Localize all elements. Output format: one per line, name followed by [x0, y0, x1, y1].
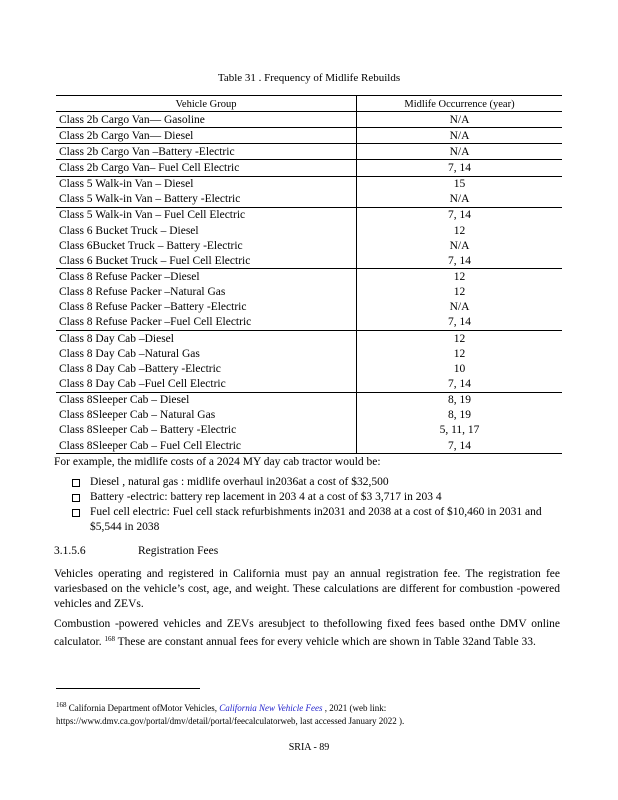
vehicle-group-cell: Class 6 Bucket Truck – Fuel Cell Electric [56, 253, 357, 269]
footnote-link[interactable]: California New Vehicle Fees [219, 703, 323, 713]
table-row [56, 392, 562, 408]
table-row [56, 160, 562, 176]
midlife-occurrence-cell: 5, 11, 17 [439, 424, 480, 437]
section-number: 3.1.5.6 [54, 545, 86, 557]
midlife-occurrence-cell: N/A [449, 301, 470, 314]
table-row [56, 346, 562, 361]
table-row [56, 423, 562, 438]
table-row [56, 207, 562, 223]
page-number: SRIA - 89 [288, 742, 330, 753]
midlife-occurrence-cell: N/A [357, 144, 563, 160]
table-row [56, 144, 562, 160]
cost-bullet-list [54, 475, 560, 535]
midlife-occurrence-cell: 8, 19 [448, 409, 471, 422]
vehicle-group-cell: Class 8Sleeper Cab – Natural Gas [56, 408, 357, 423]
midlife-occurrence-cell: 7, 14 [357, 376, 563, 392]
square-bullet-icon [72, 479, 80, 487]
bullet-text: Battery -electric: battery rep lacement in 203 4 at a cost of $3 3,717 in 203 4 [90, 491, 442, 503]
table-row [56, 408, 562, 423]
table-row [56, 438, 562, 454]
midlife-occurrence-cell: 12 [453, 286, 466, 299]
table-row [56, 192, 562, 208]
midlife-rebuilds-table [56, 95, 562, 454]
midlife-occurrence-cell: N/A [357, 112, 563, 128]
bullet-text: Fuel cell electric: Fuel cell stack refurbishments in2031 and 2038 at a cost of $10,460 in 2031 and $5,544 in 2038 [90, 506, 542, 533]
vehicle-group-cell: Class 5 Walk-in Van – Diesel [56, 176, 357, 192]
midlife-occurrence-cell: N/A [357, 128, 563, 144]
vehicle-group-cell: Class 8 Refuse Packer –Fuel Cell Electric [56, 315, 357, 331]
vehicle-group-cell: Class 8Sleeper Cab – Battery -Electric [56, 423, 357, 438]
column-header-midlife-occurrence: Midlife Occurrence (year) [357, 96, 563, 112]
table-row [56, 238, 562, 253]
table-row [56, 112, 562, 128]
midlife-occurrence-cell: 12 [453, 332, 466, 345]
bullet-battery-electric [54, 490, 560, 505]
midlife-occurrence-cell: 15 [453, 178, 466, 191]
table-row [56, 285, 562, 300]
vehicle-group-cell: Class 8Sleeper Cab – Fuel Cell Electric [56, 438, 357, 454]
table-row [56, 128, 562, 144]
square-bullet-icon [72, 509, 80, 517]
vehicle-group-cell: Class 8 Refuse Packer –Diesel [56, 269, 357, 285]
example-intro-text: For example, the midlife costs of a 2024 MY day cab tractor would be: [54, 456, 381, 468]
vehicle-group-cell: Class 8 Day Cab –Battery -Electric [56, 361, 357, 376]
table-row [56, 315, 562, 331]
footnote [56, 699, 562, 728]
vehicle-group-cell: Class 8Sleeper Cab – Diesel [56, 392, 357, 408]
table-header-row [56, 96, 562, 112]
vehicle-group-cell: Class 5 Walk-in Van – Fuel Cell Electric [56, 207, 357, 223]
table-row [56, 223, 562, 238]
registration-paragraph: Vehicles operating and registered in California must pay an annual registration fee. The registration fee variesbased on the vehicle’s cost, age, and weight. These calculations are different for combustion -powered vehicles and ZEVs. [54, 568, 560, 610]
vehicle-group-cell: Class 2b Cargo Van— Diesel [56, 128, 357, 144]
paragraph-text-part2: These are constant annual fees for every vehicle which are shown in Table 32and Table 33. [114, 636, 536, 648]
vehicle-group-cell: Class 6 Bucket Truck – Diesel [56, 223, 357, 238]
midlife-occurrence-cell: 8, 19 [448, 394, 471, 407]
midlife-occurrence-cell: 12 [453, 270, 466, 283]
midlife-occurrence-cell: 12 [453, 347, 466, 360]
footnote-number: 168 [56, 701, 67, 709]
table-row [56, 176, 562, 192]
bullet-fuel-cell-electric [54, 505, 560, 535]
midlife-occurrence-cell: 7, 14 [357, 315, 563, 331]
midlife-occurrence-cell: N/A [357, 192, 563, 208]
section-title: Registration Fees [138, 545, 219, 557]
table-row [56, 361, 562, 376]
vehicle-group-cell: Class 2b Cargo Van— Gasoline [56, 112, 357, 128]
vehicle-group-cell: Class 5 Walk-in Van – Battery -Electric [56, 192, 357, 208]
table-row [56, 376, 562, 392]
midlife-occurrence-cell: N/A [449, 239, 470, 252]
table-row [56, 269, 562, 285]
vehicle-group-cell: Class 2b Cargo Van –Battery -Electric [56, 144, 357, 160]
vehicle-group-cell: Class 2b Cargo Van– Fuel Cell Electric [56, 160, 357, 176]
table-caption: Table 31 . Frequency of Midlife Rebuilds [217, 72, 401, 84]
midlife-occurrence-cell: 7, 14 [448, 209, 471, 222]
footnote-prefix: California Department ofMotor Vehicles, [66, 703, 220, 713]
vehicle-group-cell: Class 8 Refuse Packer –Natural Gas [56, 285, 357, 300]
midlife-occurrence-cell: 7, 14 [357, 438, 563, 454]
footnote-suffix: , 2021 (web link: https://www.dmv.ca.gov/portal/dmv/detail/portal/feecalculatorweb, last accessed January 2022 ). [56, 703, 405, 726]
bullet-text: Diesel , natural gas : midlife overhaul in2036at a cost of $32,500 [90, 476, 389, 488]
midlife-occurrence-cell: 7, 14 [357, 160, 563, 176]
column-header-vehicle-group: Vehicle Group [56, 96, 357, 112]
fixed-fees-paragraph [54, 617, 560, 650]
section-heading [54, 545, 218, 557]
vehicle-group-cell: Class 6Bucket Truck – Battery -Electric [56, 238, 357, 253]
vehicle-group-cell: Class 8 Day Cab –Diesel [56, 330, 357, 346]
table-body [56, 112, 562, 454]
table-row [56, 330, 562, 346]
midlife-occurrence-cell: 10 [453, 362, 466, 375]
vehicle-group-cell: Class 8 Refuse Packer –Battery -Electric [56, 300, 357, 315]
table-row [56, 253, 562, 269]
bullet-diesel-natural-gas [54, 475, 560, 490]
midlife-occurrence-cell: 7, 14 [357, 253, 563, 269]
vehicle-group-cell: Class 8 Day Cab –Fuel Cell Electric [56, 376, 357, 392]
vehicle-group-cell: Class 8 Day Cab –Natural Gas [56, 346, 357, 361]
footnote-reference[interactable]: 168 [104, 635, 115, 643]
midlife-occurrence-cell: 12 [453, 224, 466, 237]
paragraph-text-part1: Combustion -powered vehicles and ZEVs aresubject to thefollowing fixed fees based onthe DMV online calculator. [54, 618, 560, 648]
square-bullet-icon [72, 494, 80, 502]
footnote-divider [56, 688, 200, 689]
table-row [56, 300, 562, 315]
